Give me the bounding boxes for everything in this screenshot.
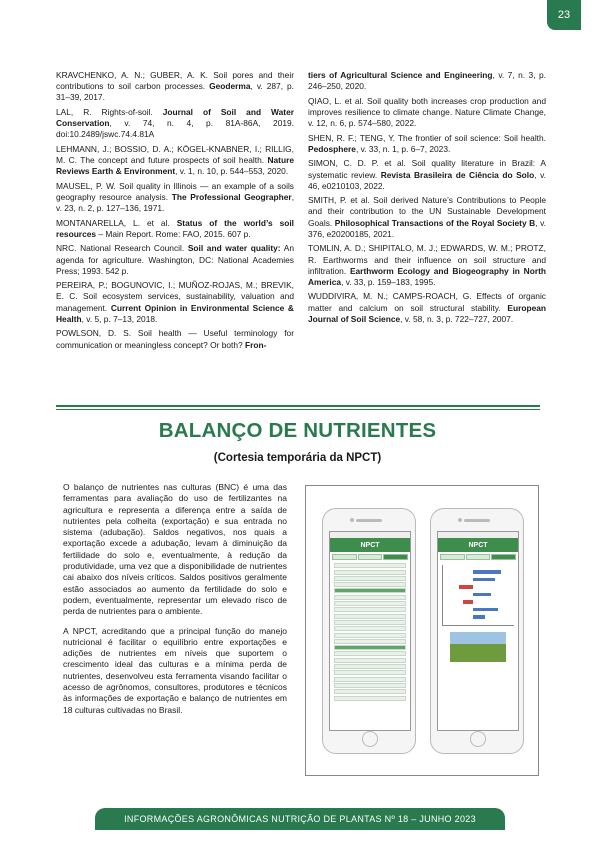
reference-entry — [308, 243, 546, 288]
reference-pre: MAUSEL, P. W. Soil quality in Illinois — an example of a soils geography resource analysis. — [56, 180, 294, 202]
reference-bold: Fron- — [245, 339, 267, 350]
home-button-icon — [470, 731, 486, 747]
table-row — [334, 601, 406, 606]
table-row — [334, 677, 406, 682]
reference-entry — [56, 280, 294, 325]
table-row — [334, 689, 406, 694]
page-footer: INFORMAÇÕES AGRONÔMICAS NUTRIÇÃO DE PLANTAS Nº 18 – JUNHO 2023 — [95, 808, 505, 830]
table-row — [334, 563, 406, 568]
table-row — [334, 582, 406, 587]
chart-bar — [473, 608, 498, 612]
references-column-left — [56, 70, 294, 354]
reference-pre: SHEN, R. F.; TENG, Y. The frontier of soil science: Soil health. — [308, 132, 546, 143]
table-row — [334, 595, 406, 600]
home-button-icon — [362, 731, 378, 747]
reference-post: , v. 5, p. 7–13, 2018. — [81, 313, 158, 324]
reference-bold: Journal of Soil and Water Conservation — [56, 106, 294, 129]
chart-bar — [473, 593, 491, 597]
app-tab — [466, 554, 491, 560]
reference-entry — [308, 96, 546, 130]
reference-entry — [56, 218, 294, 240]
reference-post: , v. 74, n. 4, p. 81A-86A, 2019. doi:10.2489/jswc.74.4.81A — [56, 118, 294, 140]
app-tab — [358, 554, 383, 560]
reference-entry — [308, 133, 546, 155]
page-number: 23 — [547, 0, 581, 30]
reference-bold: Soil and water quality: — [187, 243, 281, 254]
reference-bold: Earthworm Ecology and Biogeography in North America — [308, 265, 547, 287]
table-row — [334, 696, 406, 701]
reference-entry — [56, 107, 294, 141]
reference-bold: Pedosphere — [308, 143, 356, 154]
reference-entry — [308, 158, 546, 192]
reference-post: , v. 58, n. 3, p. 722–727, 2007. — [400, 313, 514, 324]
table-row — [334, 639, 406, 644]
reference-post: , v. 33, p. 159–183, 1995. — [341, 276, 436, 287]
camera-icon — [350, 518, 354, 522]
table-row — [334, 645, 406, 650]
reference-bold: Status of the world’s soil resources — [56, 217, 294, 239]
phone-mockup-right — [430, 508, 524, 754]
reference-post: , v. 1, n. 10, p. 544–553, 2020. — [175, 166, 289, 177]
app-tab — [383, 554, 408, 560]
reference-post: – Main Report. Rome: FAO, 2015. 607 p. — [96, 228, 251, 239]
reference-pre: KRAVCHENKO, A. N.; GUBER, A. K. Soil pores and their contributions to soil carbon processes. — [56, 70, 294, 92]
reference-entry — [56, 181, 294, 215]
paragraph: O balanço de nutrientes nas culturas (BNC) é uma das ferramentas para avaliação do uso de fertilizantes na agricultura e representa a diferença entre a saída de nutrientes pela colheita (exportação) e sua entrada no sistema (adubação). Saldos negativos, nos quais a exportação excede a adubação, levam à diminuição da fertilidade do solo e, eventualmente, à redução da produtividade, uma vez que a disponibilidade de nutrientes cai abaixo dos níveis críticos. Saldos positivos geralmente estão associados ao aumento da fertilidade do solo e podem, eventualmente, representar um elevado risco de perda de nutrientes para o ambiente. — [63, 482, 287, 617]
section-divider-thin — [56, 409, 540, 410]
app-tab — [491, 554, 516, 560]
reference-post: An agenda for agriculture. Washington, DC: National Academies Press; 1993. 542 p. — [56, 243, 295, 276]
app-tab — [440, 554, 465, 560]
table-row — [334, 633, 406, 638]
reference-bold: tiers of Agricultural Science and Engineering — [308, 70, 493, 80]
section-divider — [56, 405, 540, 407]
reference-entry — [308, 195, 546, 240]
reference-entry — [56, 144, 294, 178]
table-row — [334, 576, 406, 581]
reference-bold: Current Opinion in Environmental Science & Health — [56, 302, 294, 324]
reference-entry — [308, 291, 546, 325]
reference-pre: POWLSON, D. S. Soil health — Useful terminology for communication or meaningless concept? Or both? — [56, 328, 294, 350]
crop-field-image — [450, 632, 506, 662]
table-row — [334, 570, 406, 575]
reference-pre: MONTANARELLA, L. et al. — [56, 217, 177, 228]
phone-screen — [329, 531, 411, 731]
reference-pre: QIAO, L. et al. Soil quality both increases crop production and improves resilience to climate change. Nature Climate Change, v. 12, n. 6, p. 574–580, 2022. — [308, 95, 546, 129]
reference-post: , v. 287, p. 31–39, 2017. — [56, 81, 295, 103]
reference-bold: Geoderma — [209, 81, 251, 92]
reference-post: , v. 7, n. 3, p. 246–250, 2020. — [308, 70, 546, 92]
reference-bold: Nature Reviews Earth & Environment — [56, 155, 294, 177]
reference-bold: Philosophical Transactions of the Royal Society B — [334, 217, 536, 228]
table-row — [334, 614, 406, 619]
paragraph: A NPCT, acreditando que a principal função do manejo nutricional é facilitar o equilíbrio entre exportações e adições de nutrientes em níveis que suportem o crescimento ideal das culturas e a mínima perda de nutrientes, desenvolveu esta ferramenta visando facilitar o acesso de agrônomos, consultores, produtores e técnicos às informações de exportação e balanço de nutrientes em 18 culturas cultivadas no Brasil. — [63, 625, 287, 715]
reference-entry — [56, 70, 294, 104]
phone-screen — [437, 531, 519, 731]
reference-pre: SMITH, P. et al. Soil derived Nature’s Contributions to People and their contribution to the UN Sustainable Development Goals. — [308, 195, 546, 228]
chart-bar — [473, 578, 495, 582]
app-tabs — [438, 552, 518, 562]
table-row — [334, 607, 406, 612]
app-tabs — [330, 552, 410, 562]
chart-bar — [473, 570, 501, 574]
reference-pre: LEHMANN, J.; BOSSIO, D. A.; KÖGEL-KNABNER, I.; RILLIG, M. C. The concept and future prospects of soil health. — [56, 143, 294, 166]
phone-mockup-left — [322, 508, 416, 754]
speaker-icon — [356, 519, 382, 522]
table-row — [334, 588, 406, 593]
table-row — [334, 651, 406, 656]
references-column-right — [308, 70, 546, 354]
reference-post: , v. 23, n. 2, p. 127–136, 1971. — [56, 191, 295, 214]
app-screenshot-figure — [305, 485, 539, 776]
chart-bar — [459, 585, 473, 589]
speaker-icon — [464, 519, 490, 522]
table-row — [334, 620, 406, 625]
reference-pre: PEREIRA, P.; BOGUNOVIC, I.; MUÑOZ-ROJAS, M.; BREVIK, E. C. Soil ecosystem services, sustainability, valuation and management. — [56, 280, 294, 313]
section-title: BALANÇO DE NUTRIENTES — [158, 419, 437, 442]
chart-bar — [473, 615, 485, 619]
reference-post: , v. 33, n. 1, p. 6–7, 2023. — [355, 143, 451, 154]
app-logo: NPCT — [468, 541, 488, 549]
body-text — [63, 482, 287, 724]
balance-bar-chart — [442, 565, 514, 626]
app-tab — [332, 554, 357, 560]
reference-pre: SIMON, C. D. P. et al. Soil quality literature in Brazil: A systematic review. — [308, 158, 546, 180]
reference-bold: European Journal of Soil Science — [308, 302, 546, 324]
reference-pre: NRC. National Research Council. — [56, 243, 188, 254]
camera-icon — [458, 518, 462, 522]
reference-pre: WUDDIVIRA, M. N.; CAMPS-ROACH, G. Effects of organic matter and calcium on soil structural stability. — [308, 291, 546, 313]
table-row — [334, 670, 406, 675]
app-header — [438, 538, 518, 552]
section-subtitle: (Cortesia temporária da NPCT) — [213, 452, 382, 464]
table-rows — [330, 563, 410, 700]
chart-bar — [463, 600, 473, 604]
app-header — [330, 538, 410, 552]
app-logo: NPCT — [360, 541, 380, 549]
reference-entry — [56, 243, 294, 277]
reference-entry — [56, 328, 294, 350]
reference-entry — [308, 70, 546, 92]
reference-bold: The Professional Geographer — [171, 191, 292, 202]
reference-post: , v. 46, e0210103, 2022. — [308, 169, 546, 191]
references — [56, 70, 546, 354]
table-row — [334, 664, 406, 669]
reference-pre: TOMLIN, A. D.; SHIPITALO, M. J.; EDWARDS, W. M.; PROTZ, R. Earthworms and their influence on soil structure and infiltration. — [308, 243, 546, 276]
reference-bold: Revista Brasileira de Ciência do Solo — [380, 169, 535, 180]
table-row — [334, 683, 406, 688]
table-row — [334, 626, 406, 631]
table-row — [334, 658, 406, 663]
reference-post: , v. 376, e20200185, 2021. — [308, 217, 546, 239]
reference-pre: LAL, R. Rights-of-soil. — [56, 106, 163, 117]
